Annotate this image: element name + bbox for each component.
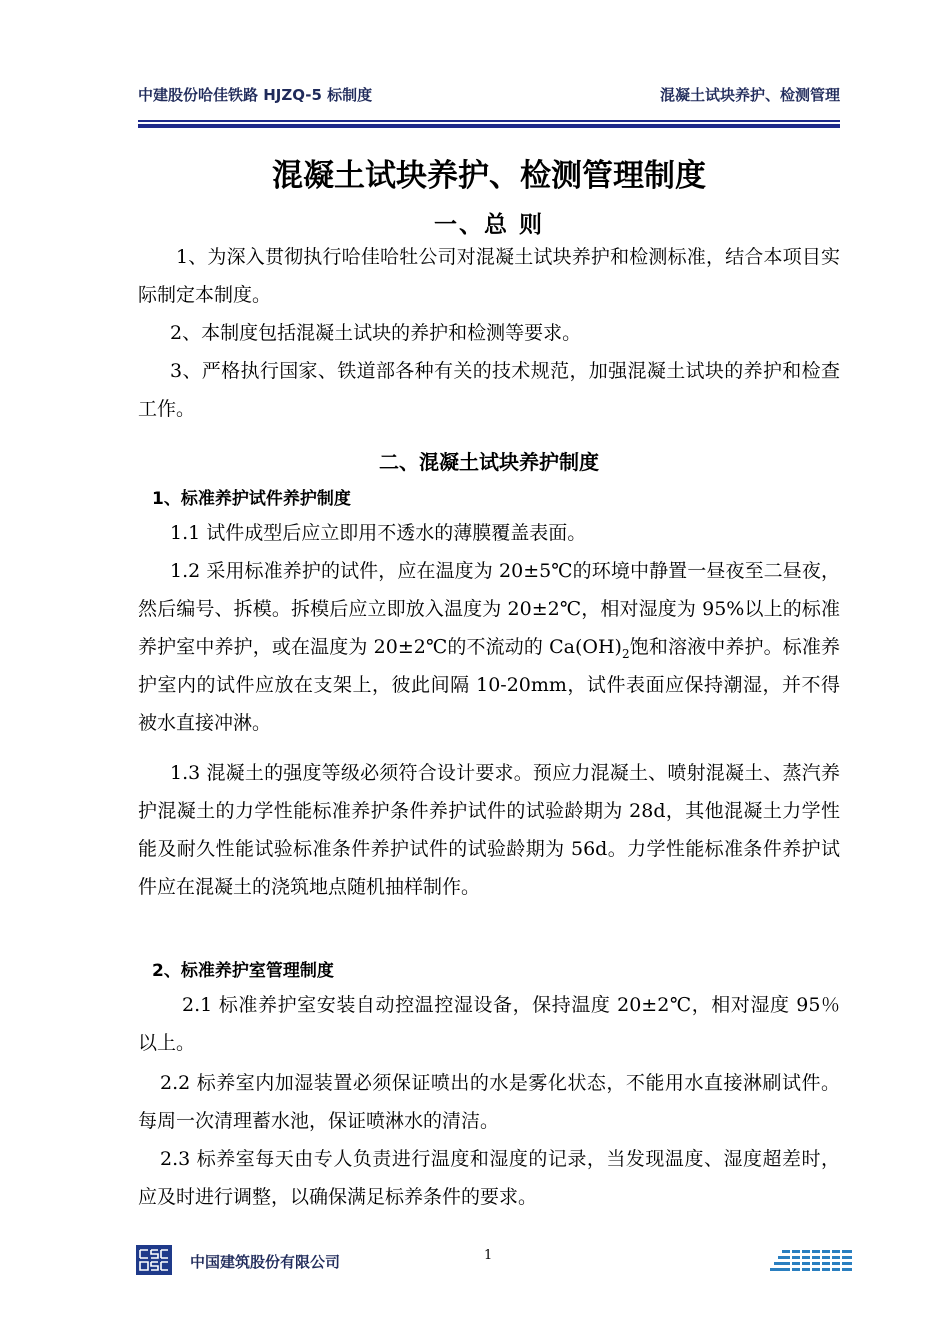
header-left: 中建股份哈佳铁路 HJZQ-5 标制度 bbox=[138, 86, 373, 104]
subsection-2-paragraph-1: 2.1 标准养护室安装自动控温控湿设备，保持温度 20±2℃，相对湿度 95％以上。 bbox=[138, 994, 840, 1054]
p2-subscript: 2 bbox=[621, 646, 630, 661]
section-1-heading: 一、总 则 bbox=[433, 212, 544, 238]
subsection-1-paragraph-1: 1.1 试件成型后应立即用不透水的薄膜覆盖表面。 bbox=[170, 522, 587, 544]
header-rule bbox=[138, 120, 840, 122]
page-number: 1 bbox=[484, 1248, 493, 1263]
section-1-paragraph-2: 2、本制度包括混凝土试块的养护和检测等要求。 bbox=[170, 322, 582, 344]
document-title: 混凝土试块养护、检测管理制度 bbox=[272, 158, 706, 194]
section-2-heading: 二、混凝土试块养护制度 bbox=[379, 450, 599, 474]
subsection-1-paragraph-2 bbox=[138, 552, 840, 742]
subsection-2-heading: 2、标准养护室管理制度 bbox=[152, 961, 334, 981]
railway-logo-icon bbox=[768, 1248, 856, 1280]
cscec-logo-icon bbox=[136, 1245, 172, 1275]
p2-text-after: 饱和溶液中养护。标准养护室内的试件应放在支架上，彼此间隔 10-20mm，试件表面应保持潮湿，并不得被水直接冲淋。 bbox=[138, 636, 840, 734]
subsection-2-paragraph-3: 2.3 标养室每天由专人负责进行温度和湿度的记录，当发现温度、湿度超差时，应及时进行调整，以确保满足标养条件的要求。 bbox=[138, 1148, 840, 1208]
footer-company: 中国建筑股份有限公司 bbox=[190, 1253, 341, 1271]
p2-text-before: 1.2 采用标准养护的试件，应在温度为 20±5℃的环境中静置一昼夜至二昼夜，然后编号、拆模。拆模后应立即放入温度为 20±2℃，相对湿度为 95%以上的标准养护室中养护，或在温度为 20±2℃的不流动的 Ca(OH) bbox=[138, 560, 840, 658]
header-right: 混凝土试块养护、检测管理 bbox=[659, 86, 840, 104]
section-1-paragraph-3: 3、严格执行国家、铁道部各种有关的技术规范，加强混凝土试块的养护和检查工作。 bbox=[138, 360, 840, 420]
subsection-1-heading: 1、标准养护试件养护制度 bbox=[152, 489, 351, 509]
section-1-paragraph-1: 1、为深入贯彻执行哈佳哈牡公司对混凝土试块养护和检测标准，结合本项目实际制定本制度。 bbox=[138, 246, 840, 306]
subsection-2-paragraph-2: 2.2 标养室内加湿装置必须保证喷出的水是雾化状态，不能用水直接淋刷试件。每周一次清理蓄水池，保证喷淋水的清洁。 bbox=[138, 1072, 840, 1132]
subsection-1-paragraph-3: 1.3 混凝土的强度等级必须符合设计要求。预应力混凝土、喷射混凝土、蒸汽养护混凝土的力学性能标准养护条件养护试件的试验龄期为 28d，其他混凝土力学性能及耐久性能试验标准条件养护试件的试验龄期为 56d。力学性能标准条件养护试件应在混凝土的浇筑地点随机抽样制作。 bbox=[138, 762, 840, 898]
header-rule-thick bbox=[138, 124, 840, 128]
